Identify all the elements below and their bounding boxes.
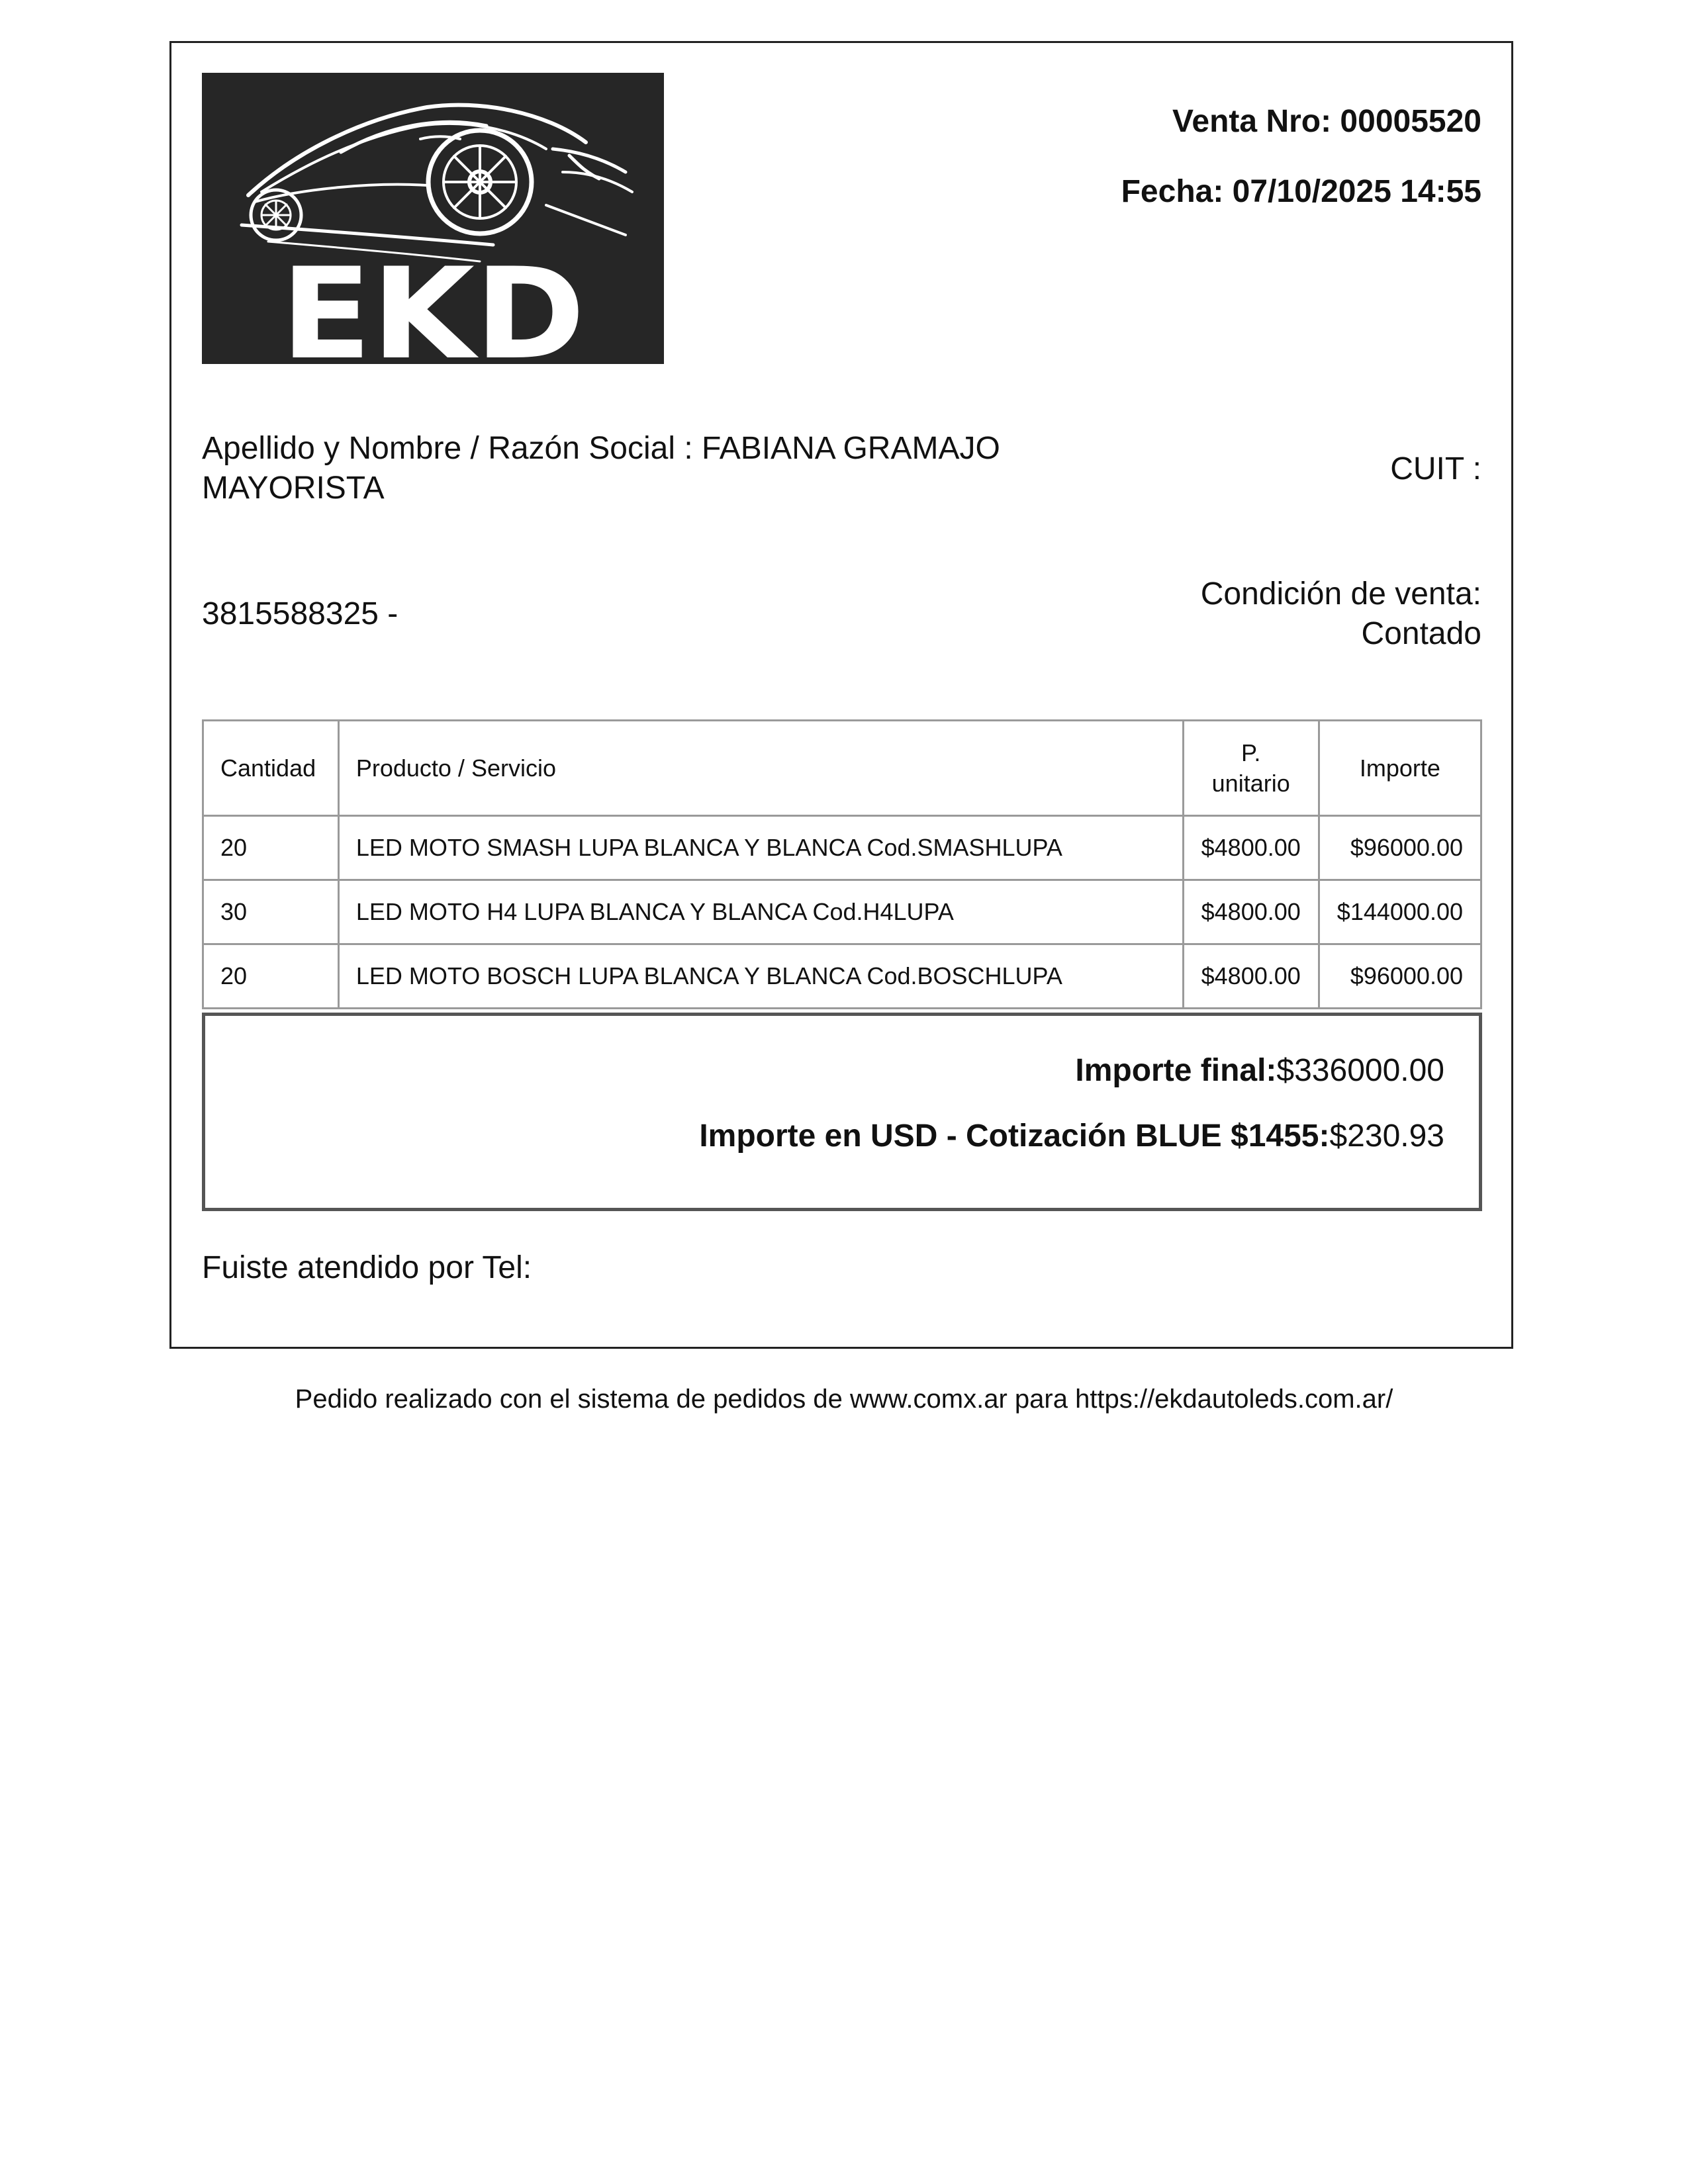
row-product: LED MOTO BOSCH LUPA BLANCA Y BLANCA Cod.BOSCHLUPA bbox=[338, 944, 1183, 1009]
usd-amount bbox=[699, 1118, 1444, 1154]
sale-condition-text: Condición de venta: Contado bbox=[1200, 576, 1481, 651]
totals-box bbox=[202, 1013, 1482, 1211]
usd-amount-label: Importe en USD - Cotización BLUE $1455: bbox=[699, 1118, 1330, 1154]
items-table bbox=[202, 719, 1482, 1009]
row-unit-price: $4800.00 bbox=[1183, 816, 1319, 880]
client-name: Apellido y Nombre / Razón Social : FABIANA GRAMAJO MAYORISTA bbox=[202, 431, 1000, 506]
table-row bbox=[203, 880, 1481, 944]
row-amount: $144000.00 bbox=[1319, 880, 1481, 944]
row-unit-price: $4800.00 bbox=[1183, 944, 1319, 1009]
header-product: Producto / Servicio bbox=[338, 721, 1183, 816]
final-amount-label: Importe final: bbox=[1075, 1053, 1277, 1088]
footer-note: Pedido realizado con el sistema de pedidos de www.comx.ar para https://ekdautoleds.com.ar/ bbox=[295, 1385, 1393, 1414]
usd-amount-value: $230.93 bbox=[1329, 1118, 1444, 1154]
company-logo bbox=[202, 73, 664, 364]
client-phone: 3815588325 - bbox=[202, 596, 399, 631]
row-unit-price: $4800.00 bbox=[1183, 880, 1319, 944]
sale-header bbox=[1121, 106, 1481, 208]
row-product: LED MOTO SMASH LUPA BLANCA Y BLANCA Cod.SMASHLUPA bbox=[338, 816, 1183, 880]
client-cuit: CUIT : bbox=[1390, 451, 1481, 486]
car-logo-icon bbox=[202, 73, 664, 364]
row-amount: $96000.00 bbox=[1319, 944, 1481, 1009]
sale-condition bbox=[1170, 574, 1481, 654]
final-amount-value: $336000.00 bbox=[1276, 1053, 1444, 1088]
attended-by: Fuiste atendido por Tel: bbox=[202, 1250, 532, 1285]
table-row bbox=[203, 816, 1481, 880]
table-header-row bbox=[203, 721, 1481, 816]
row-amount: $96000.00 bbox=[1319, 816, 1481, 880]
table-row bbox=[203, 944, 1481, 1009]
row-qty: 20 bbox=[203, 944, 339, 1009]
header-amount: Importe bbox=[1319, 721, 1481, 816]
row-product: LED MOTO H4 LUPA BLANCA Y BLANCA Cod.H4LUPA bbox=[338, 880, 1183, 944]
sale-number: Venta Nro: 00005520 bbox=[1172, 104, 1481, 139]
row-qty: 20 bbox=[203, 816, 339, 880]
final-amount bbox=[1075, 1052, 1444, 1089]
sale-date: Fecha: 07/10/2025 14:55 bbox=[1121, 174, 1481, 209]
header-qty: Cantidad bbox=[203, 721, 339, 816]
header-unit-price: P. unitario bbox=[1183, 721, 1319, 816]
row-qty: 30 bbox=[203, 880, 339, 944]
logo-text: EKD bbox=[281, 241, 585, 364]
